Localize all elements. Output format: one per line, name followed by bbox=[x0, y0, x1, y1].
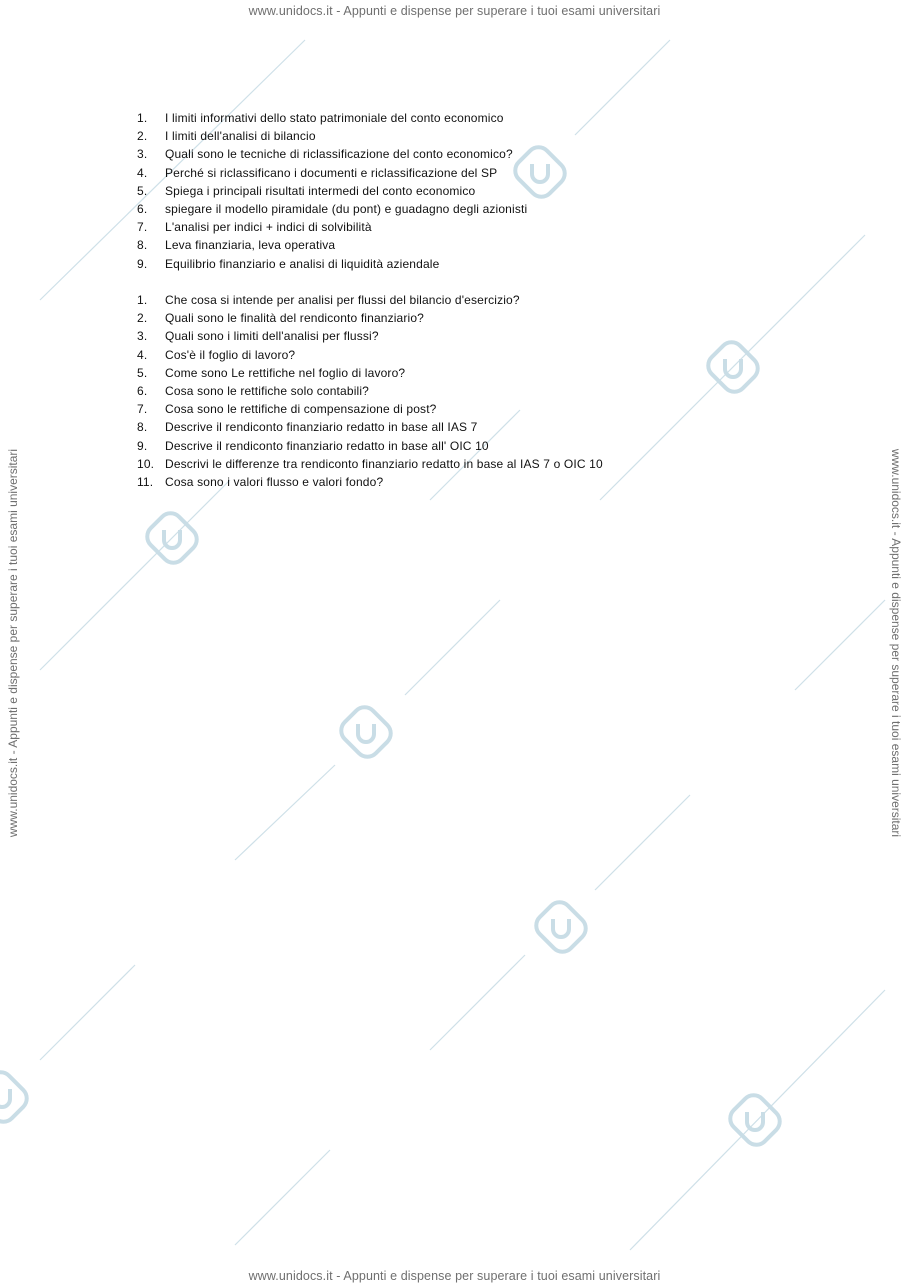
list-item: 4. Perché si riclassificano i documenti e riclassificazione del SP bbox=[137, 165, 498, 180]
list-item: 7. Cosa sono le rettifiche di compensazione di post? bbox=[137, 402, 437, 417]
list-item: 10. Descrivi le differenze tra rendiconto finanziario redatto in base al IAS 7 o OIC 10 bbox=[137, 456, 603, 471]
list-item: 1. I limiti informativi dello stato patrimoniale del conto economico bbox=[137, 111, 504, 125]
unidocs-logo-icon bbox=[0, 1067, 32, 1126]
unidocs-logo-icon bbox=[725, 1090, 784, 1149]
unidocs-logo-icon bbox=[336, 702, 395, 761]
list-item: 8. Leva finanziaria, leva operativa bbox=[137, 238, 336, 253]
list-item: 2. Quali sono le finalità del rendiconto finanziario? bbox=[137, 311, 424, 326]
list-item: 8. Descrive il rendiconto finanziario redatto in base all IAS 7 bbox=[137, 420, 478, 435]
list-item: 3. Quali sono le tecniche di riclassificazione del conto economico? bbox=[137, 147, 513, 162]
unidocs-logo-icon bbox=[142, 508, 201, 567]
list-item: 2. I limiti dell'analisi di bilancio bbox=[137, 129, 316, 144]
question-list-1 bbox=[137, 109, 527, 273]
list-item: 5. Spiega i principali risultati intermedi del conto economico bbox=[137, 183, 476, 198]
list-item: 6. spiegare il modello piramidale (du pont) e guadagno degli azionisti bbox=[137, 201, 528, 216]
unidocs-logo-icon bbox=[531, 897, 590, 956]
list-item: 1. Che cosa si intende per analisi per flussi del bilancio d'esercizio? bbox=[137, 293, 520, 307]
side-banner-right: www.unidocs.it - Appunti e dispense per superare i tuoi esami universitari bbox=[889, 448, 903, 838]
list-item: 3. Quali sono i limiti dell'analisi per flussi? bbox=[137, 329, 379, 344]
unidocs-logo-icon bbox=[703, 337, 762, 396]
list-item: 7. L'analisi per indici + indici di solvibilità bbox=[137, 220, 372, 235]
list-item: 5. Come sono Le rettifiche nel foglio di lavoro? bbox=[137, 365, 406, 380]
header-banner: www.unidocs.it - Appunti e dispense per superare i tuoi esami universitari bbox=[248, 4, 661, 18]
list-item: 6. Cosa sono le rettifiche solo contabili? bbox=[137, 383, 369, 398]
list-item: 9. Equilibrio finanziario e analisi di liquidità aziendale bbox=[137, 256, 440, 271]
list-item: 9. Descrive il rendiconto finanziario redatto in base all' OIC 10 bbox=[137, 438, 489, 453]
footer-banner: www.unidocs.it - Appunti e dispense per superare i tuoi esami universitari bbox=[248, 1269, 661, 1283]
list-item: 4. Cos'è il foglio di lavoro? bbox=[137, 347, 296, 362]
side-banner-left: www.unidocs.it - Appunti e dispense per superare i tuoi esami universitari bbox=[6, 448, 20, 838]
list-item: 11. Cosa sono i valori flusso e valori fondo? bbox=[137, 474, 384, 489]
question-list-2 bbox=[137, 291, 603, 491]
